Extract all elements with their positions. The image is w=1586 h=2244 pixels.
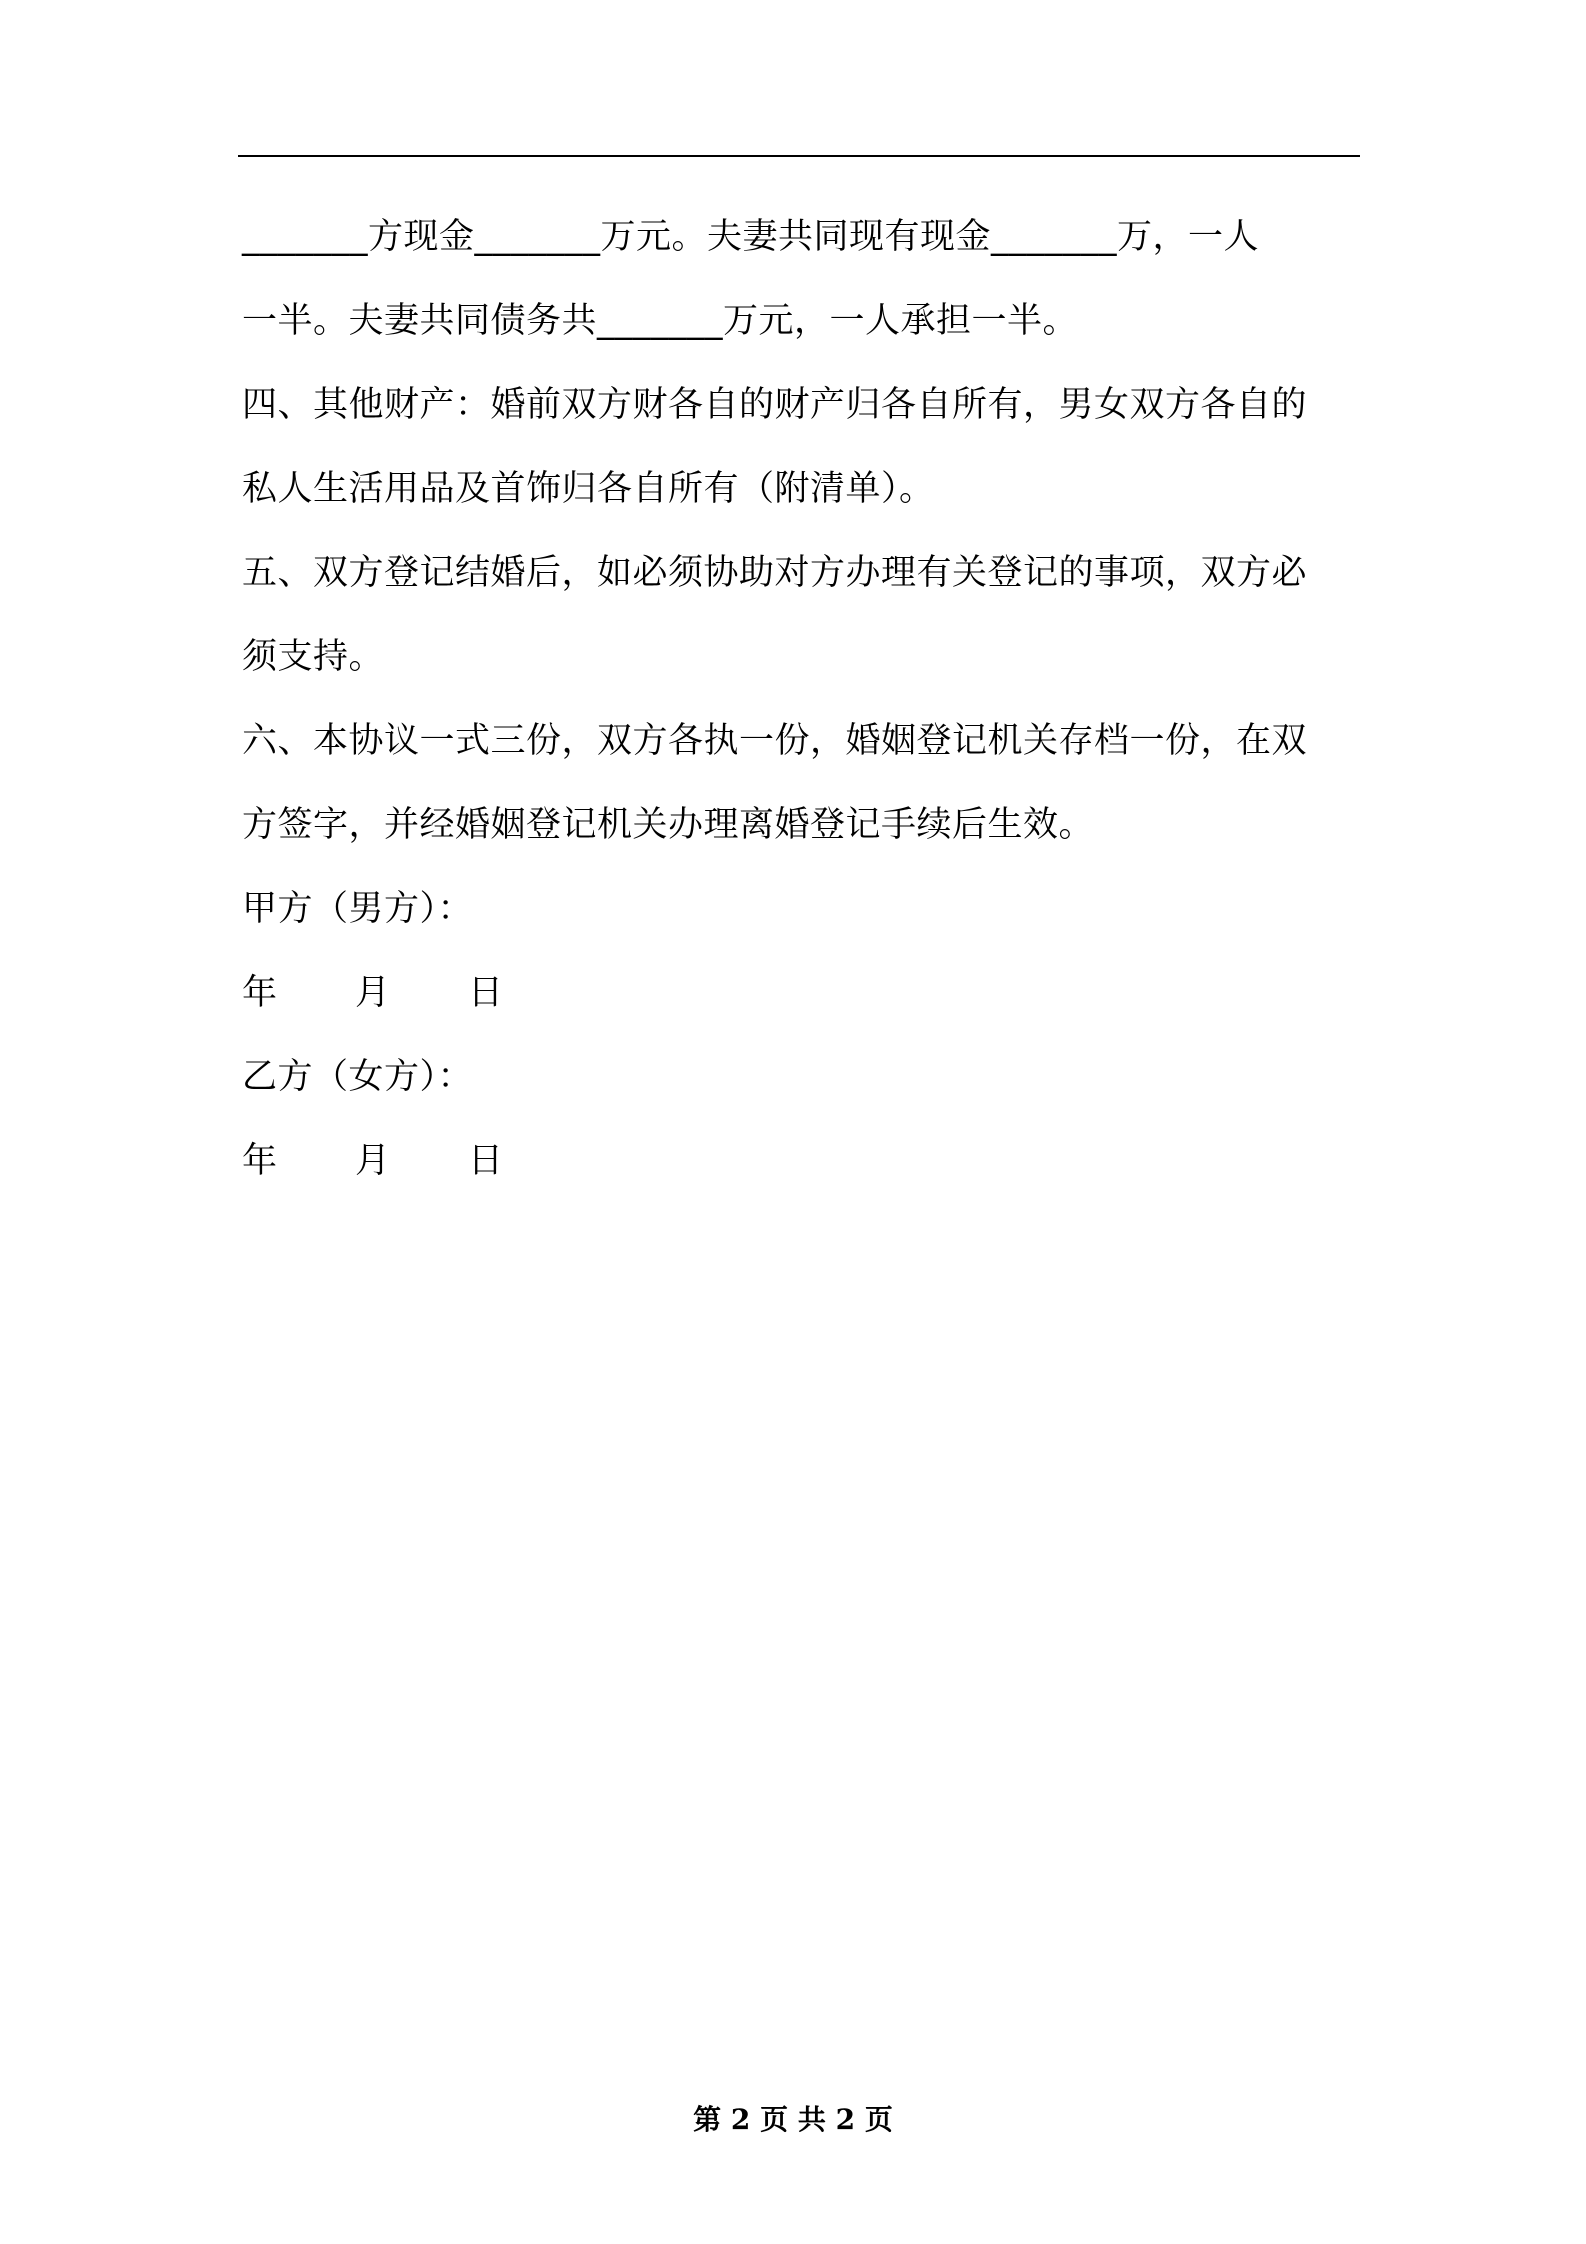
- paragraph-line: 私人生活用品及首饰归各自所有（附清单）。: [242, 469, 935, 509]
- party-b-signature-label: 乙方（女方）：: [242, 1057, 474, 1097]
- paragraph-line: 四、其他财产：婚前双方财各自的财产归各自所有，男女双方各自的: [242, 385, 1308, 425]
- party-b-date-line: [242, 1119, 1360, 1203]
- paragraph-line: 一半。夫妻共同债务共_______万元，一人承担一半。: [242, 301, 1079, 341]
- paragraph-line: 六、本协议一式三份，双方各执一份，婚姻登记机关存档一份，在双: [242, 721, 1308, 761]
- document-body: [242, 195, 1360, 1203]
- party-a-signature-label: 甲方（男方）：: [242, 889, 474, 929]
- date-year-label: 年: [242, 973, 278, 1013]
- date-day-label: 日: [468, 973, 504, 1013]
- date-month-label: 月: [355, 973, 391, 1013]
- date-month-label: 月: [355, 1141, 391, 1181]
- paragraph-line: 五、双方登记结婚后，如必须协助对方办理有关登记的事项，双方必: [242, 553, 1308, 593]
- date-day-label: 日: [468, 1141, 504, 1181]
- page-number-footer: 第 2 页 共 2 页: [693, 2103, 893, 2136]
- party-a-date-line: [242, 951, 1360, 1035]
- paragraph-line: 须支持。: [242, 637, 385, 677]
- header-rule: [238, 155, 1360, 157]
- paragraph-line: _______方现金_______万元。夫妻共同现有现金_______万，一人: [242, 217, 1260, 257]
- date-year-label: 年: [242, 1141, 278, 1181]
- paragraph-line: 方签字，并经婚姻登记机关办理离婚登记手续后生效。: [242, 805, 1095, 845]
